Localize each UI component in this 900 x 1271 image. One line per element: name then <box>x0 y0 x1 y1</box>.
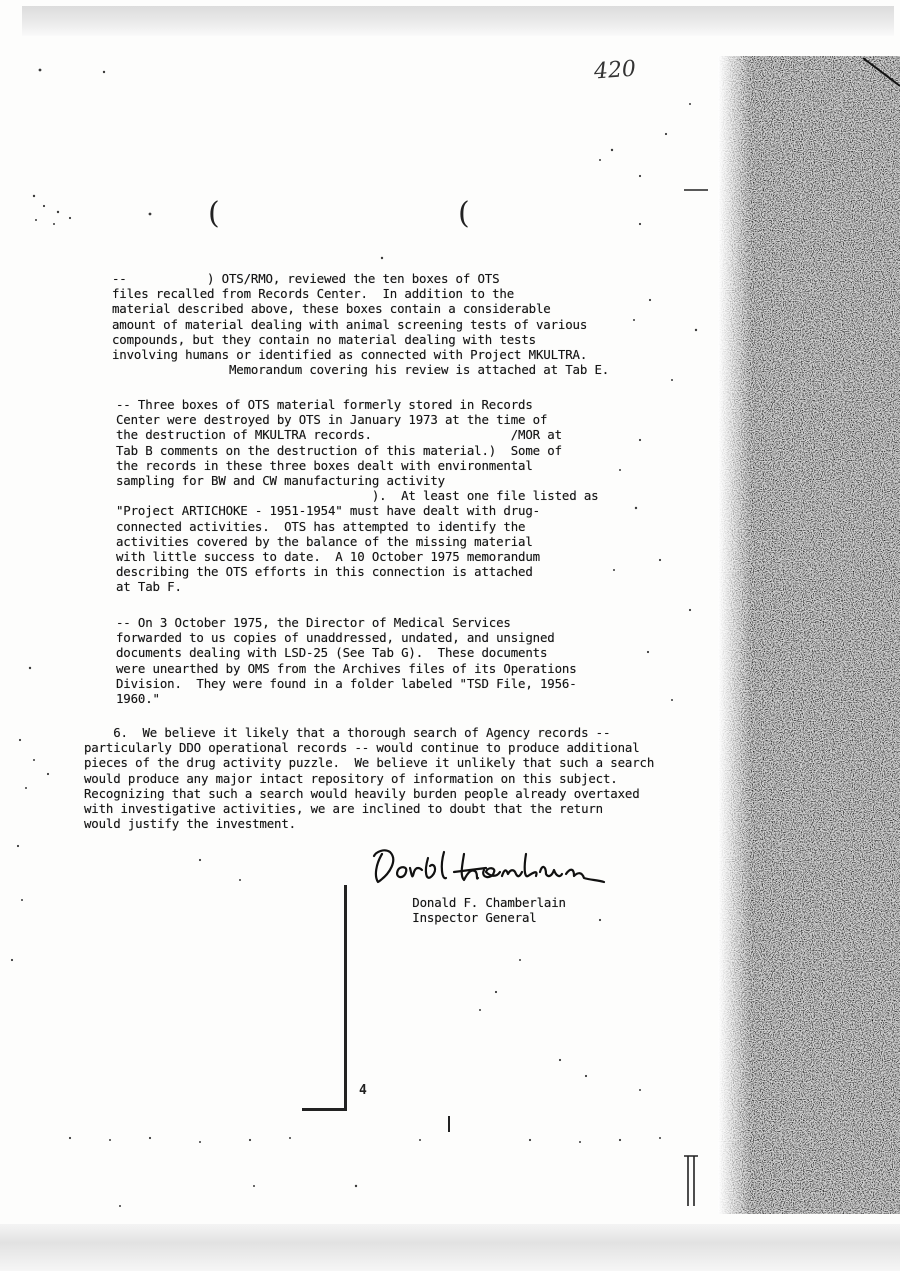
paragraph-medical-services: -- On 3 October 1975, the Director of Medical Services forwarded to us copies of unaddressed, undated, and unsigned documents dealing with LSD-25 (See Tab G). These documents were unearthed by OMS from the Archives files of its Operations Division. They were found in a folder labeled "TSD File, 1956- 1960." <box>116 615 577 707</box>
paragraph-6-conclusion: 6. We believe it likely that a thorough search of Agency records -- particularly DDO operational records -- would continue to produce additional pieces of the drug activity puzzle. We believe it unlikely that such a search would produce any major intact repository of information on this subject. Recognizing that such a search would heavily burden people already overtaxed with investigative activities, we are inclined to doubt that the return would justify the investment. <box>84 725 655 832</box>
signature-block: Donald F. Chamberlain Inspector General <box>412 895 566 926</box>
page-number: 4 <box>359 1083 367 1098</box>
hole-punch-mark-left: ( <box>208 196 220 231</box>
hole-punch-mark-right: ( <box>458 196 470 231</box>
paragraph-ots-rmo-review: -- ) OTS/RMO, reviewed the ten boxes of OTS files recalled from Records Center. In addition to the material described above, these boxes contain a considerable amount of material dealing with animal screening tests of various compounds, but they contain no material dealing with tests involving humans or identified as connected with Project MKULTRA. Memorandum covering his review is attached at Tab E. <box>112 271 610 378</box>
paragraph-destroyed-boxes: -- Three boxes of OTS material formerly stored in Records Center were destroyed by OTS in January 1973 at the time of the destruction of MKULTRA records. /MOR at Tab B comments on the destruction of this material.) Some of the records in these three boxes dealt with environmental sampling for BW and CW manufacturing activity ). At least one file listed as "Project ARTICHOKE - 1951-1954" must have dealt with drug- connected activities. OTS has attempted to identify the activities covered by the balance of the missing material with little success to date. A 10 October 1975 memorandum describing the OTS efforts in this connection is attached at Tab F. <box>116 397 599 595</box>
handwritten-page-mark: 420 <box>593 56 637 85</box>
